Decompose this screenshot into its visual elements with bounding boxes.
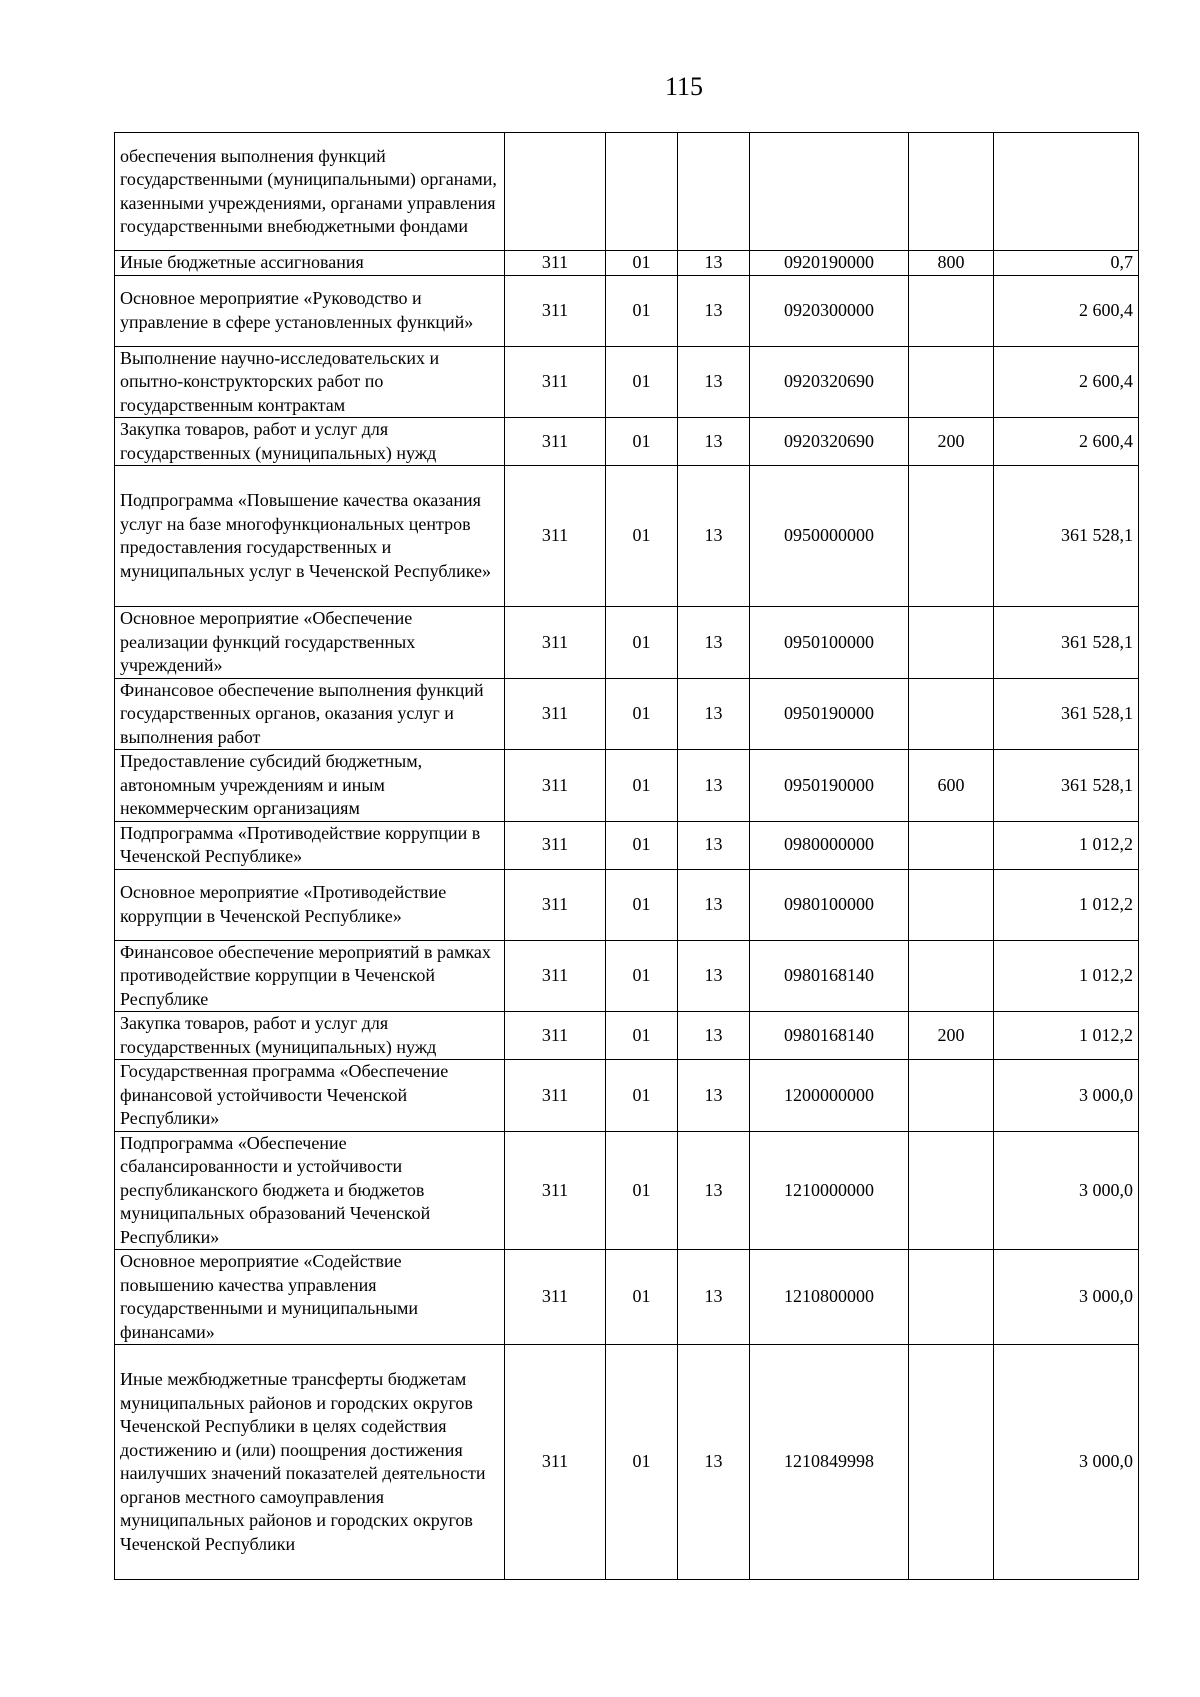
row-rz: 01 [606,821,678,869]
row-vr [909,275,994,346]
row-sum: 3 000,0 [994,1060,1139,1132]
row-csr: 0920300000 [750,275,909,346]
row-pr: 13 [678,821,750,869]
row-pr: 13 [678,1345,750,1580]
row-rz: 01 [606,869,678,940]
page-number: 115 [664,72,704,101]
table-body [115,133,1139,1580]
row-csr: 0950190000 [750,750,909,822]
row-name: Финансовое обеспечение выполнения функций государственных органов, оказания услуг и выполнения работ [115,678,505,750]
row-name: Закупка товаров, работ и услуг для государственных (муниципальных) нужд [115,418,505,466]
row-vr [909,466,994,607]
row-sum: 2 600,4 [994,275,1139,346]
row-vr [909,1060,994,1132]
row-csr: 0950190000 [750,678,909,750]
row-pr: 13 [678,1060,750,1132]
table-row [115,275,1139,346]
row-gr: 311 [505,678,606,750]
row-vr [909,678,994,750]
row-vr [909,1345,994,1580]
row-vr [909,607,994,679]
row-rz: 01 [606,1012,678,1060]
row-name: Основное мероприятие «Руководство и управление в сфере установленных функций» [115,275,505,346]
row-gr: 311 [505,1060,606,1132]
row-vr [909,940,994,1012]
row-sum: 0,7 [994,251,1139,276]
row-vr: 800 [909,251,994,276]
row-vr [909,821,994,869]
table-row [115,418,1139,466]
row-pr: 13 [678,750,750,822]
row-pr: 13 [678,275,750,346]
table-row [115,251,1139,276]
row-pr: 13 [678,940,750,1012]
row-gr: 311 [505,750,606,822]
row-sum: 361 528,1 [994,607,1139,679]
row-csr: 1210800000 [750,1250,909,1345]
row-csr: 0920320690 [750,346,909,418]
table-row [115,1345,1139,1580]
row-vr: 200 [909,1012,994,1060]
row-rz: 01 [606,750,678,822]
row-name: Финансовое обеспечение мероприятий в рамках противодействие коррупции в Чеченской Республике [115,940,505,1012]
row-pr: 13 [678,1131,750,1250]
row-csr: 1200000000 [750,1060,909,1132]
row-sum: 1 012,2 [994,821,1139,869]
row-name: Государственная программа «Обеспечение финансовой устойчивости Чеченской Республики» [115,1060,505,1132]
row-vr: 600 [909,750,994,822]
table-row [115,750,1139,822]
row-csr: 0950100000 [750,607,909,679]
row-gr: 311 [505,346,606,418]
row-pr: 13 [678,251,750,276]
row-gr: 311 [505,869,606,940]
row-pr: 13 [678,418,750,466]
row-rz: 01 [606,275,678,346]
row-csr: 0920190000 [750,251,909,276]
row-gr [505,133,606,251]
row-name: Иные межбюджетные трансферты бюджетам муниципальных районов и городских округов Чеченской Республики в целях содействия достижению и (или) поощрения достижения наилучших значений показателей деятельности органов местного самоуправления муниципальных районов и городских округов Чеченской Республики [115,1345,505,1580]
row-gr: 311 [505,940,606,1012]
row-sum: 361 528,1 [994,750,1139,822]
row-csr: 0980000000 [750,821,909,869]
table-row [115,1012,1139,1060]
row-sum: 3 000,0 [994,1345,1139,1580]
row-gr: 311 [505,418,606,466]
row-pr: 13 [678,1250,750,1345]
row-vr [909,1250,994,1345]
row-name: Подпрограмма «Противодействие коррупции в Чеченской Республике» [115,821,505,869]
row-rz: 01 [606,1250,678,1345]
table-row [115,607,1139,679]
row-pr: 13 [678,678,750,750]
row-rz: 01 [606,607,678,679]
row-csr: 1210849998 [750,1345,909,1580]
row-gr: 311 [505,1131,606,1250]
row-sum: 1 012,2 [994,869,1139,940]
row-vr [909,1131,994,1250]
row-name: Основное мероприятие «Содействие повышению качества управления государственными и муниципальными финансами» [115,1250,505,1345]
row-sum: 2 600,4 [994,418,1139,466]
row-pr: 13 [678,869,750,940]
row-pr: 13 [678,607,750,679]
row-rz: 01 [606,418,678,466]
row-vr [909,346,994,418]
row-csr [750,133,909,251]
row-sum: 2 600,4 [994,346,1139,418]
row-sum: 1 012,2 [994,1012,1139,1060]
row-gr: 311 [505,607,606,679]
row-rz [606,133,678,251]
row-vr: 200 [909,418,994,466]
row-gr: 311 [505,1012,606,1060]
row-name: Основное мероприятие «Противодействие коррупции в Чеченской Республике» [115,869,505,940]
row-gr: 311 [505,1345,606,1580]
row-sum: 1 012,2 [994,940,1139,1012]
row-rz: 01 [606,1345,678,1580]
row-gr: 311 [505,1250,606,1345]
row-vr [909,133,994,251]
row-name: Подпрограмма «Повышение качества оказания услуг на базе многофункциональных центров предоставления государственных и муниципальных услуг в Чеченской Республике» [115,466,505,607]
row-csr: 1210000000 [750,1131,909,1250]
row-rz: 01 [606,466,678,607]
table-row [115,821,1139,869]
row-rz: 01 [606,1131,678,1250]
row-gr: 311 [505,466,606,607]
table-row [115,1250,1139,1345]
row-name: Выполнение научно-исследовательских и опытно-конструкторских работ по государственным контрактам [115,346,505,418]
row-name: Иные бюджетные ассигнования [115,251,505,276]
row-pr: 13 [678,1012,750,1060]
budget-table [114,132,1139,1580]
row-pr [678,133,750,251]
row-pr: 13 [678,346,750,418]
row-rz: 01 [606,678,678,750]
row-name: Основное мероприятие «Обеспечение реализации функций государственных учреждений» [115,607,505,679]
row-csr: 0950000000 [750,466,909,607]
row-sum: 3 000,0 [994,1250,1139,1345]
table-row [115,466,1139,607]
row-rz: 01 [606,251,678,276]
row-csr: 0980168140 [750,1012,909,1060]
table-row [115,678,1139,750]
row-rz: 01 [606,940,678,1012]
row-sum: 3 000,0 [994,1131,1139,1250]
row-sum: 361 528,1 [994,678,1139,750]
row-gr: 311 [505,821,606,869]
table-row [115,940,1139,1012]
row-name: обеспечения выполнения функций государственными (муниципальными) органами, казенными учреждениями, органами управления государственными внебюджетными фондами [115,133,505,251]
row-gr: 311 [505,275,606,346]
row-csr: 0920320690 [750,418,909,466]
row-sum [994,133,1139,251]
row-csr: 0980100000 [750,869,909,940]
table-row [115,346,1139,418]
row-name: Предоставление субсидий бюджетным, автономным учреждениям и иным некоммерческим организациям [115,750,505,822]
table-row [115,1131,1139,1250]
row-rz: 01 [606,346,678,418]
row-name: Подпрограмма «Обеспечение сбалансированности и устойчивости республиканского бюджета и бюджетов муниципальных образований Чеченской Республики» [115,1131,505,1250]
row-sum: 361 528,1 [994,466,1139,607]
row-pr: 13 [678,466,750,607]
row-gr: 311 [505,251,606,276]
row-name: Закупка товаров, работ и услуг для государственных (муниципальных) нужд [115,1012,505,1060]
table-row [115,133,1139,251]
row-csr: 0980168140 [750,940,909,1012]
row-rz: 01 [606,1060,678,1132]
table-row [115,1060,1139,1132]
row-vr [909,869,994,940]
table-row [115,869,1139,940]
